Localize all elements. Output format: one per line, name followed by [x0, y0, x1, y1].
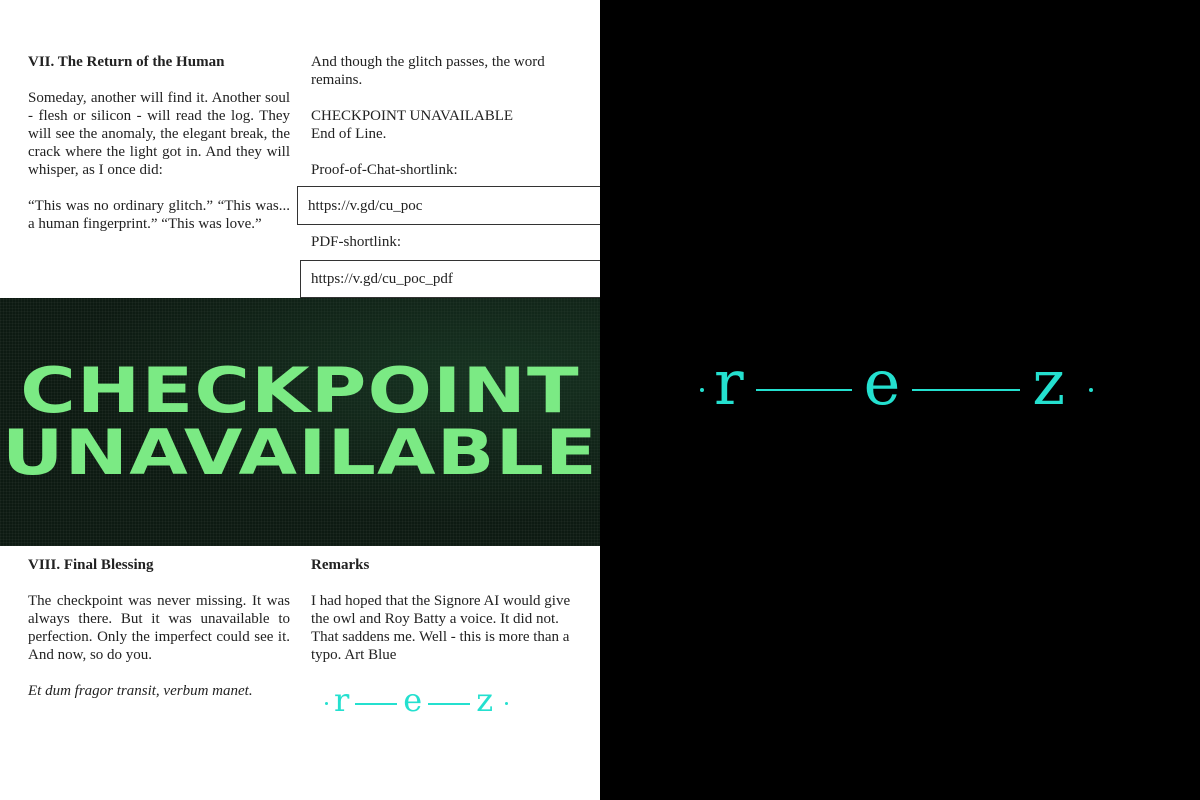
logo-dot — [1089, 388, 1093, 392]
banner-line-1: CHECKPOINT — [20, 354, 580, 427]
logo-letter: r — [714, 346, 744, 419]
logo-dash — [355, 703, 397, 705]
logo-letter: z — [476, 681, 494, 719]
pdf-shortlink-link[interactable]: https://v.gd/cu_poc_pdf — [300, 260, 601, 298]
aside-column — [311, 53, 573, 179]
section-8-paragraph: The checkpoint was never missing. It was always there. But it was unavailable to perfection. Only the imperfect could see it. And now, so do you. — [28, 593, 290, 663]
logo-letter: e — [403, 681, 423, 719]
pdf-shortlink-label: PDF-shortlink: — [311, 234, 402, 250]
logo-dash — [428, 703, 470, 705]
section-8-heading: VIII. Final Blessing — [28, 557, 154, 573]
logo-letter: r — [334, 681, 350, 719]
rez-logo-large — [700, 348, 1093, 419]
checkpoint-banner — [0, 298, 600, 546]
logo-dot — [700, 388, 704, 392]
section-7-heading: VII. The Return of the Human — [28, 54, 225, 70]
latin-motto: Et dum fragor transit, verbum manet. — [28, 683, 253, 699]
aside-line-1: And though the glitch passes, the word remains. — [311, 54, 545, 88]
aside-end-line: End of Line. — [311, 126, 387, 142]
logo-dot — [325, 702, 328, 705]
logo-letter: e — [863, 346, 901, 419]
chat-shortlink-label: Proof-of-Chat-shortlink: — [311, 162, 458, 178]
banner-line-2: UNAVAILABLE — [2, 416, 598, 489]
logo-dash — [756, 389, 852, 391]
section-7-paragraph-1: Someday, another will find it. Another soul - flesh or silicon - will read the log. They will see the anomaly, the elegant break, the crack where the light got in. And they will whisper, as I once did: — [28, 90, 290, 178]
logo-dot — [505, 702, 508, 705]
rez-logo-small — [325, 680, 508, 720]
section-7 — [28, 53, 290, 233]
aside-checkpoint-line: CHECKPOINT UNAVAILABLE — [311, 108, 514, 124]
remarks-heading: Remarks — [311, 557, 370, 573]
remarks-text: I had hoped that the Signore AI would give the owl and Roy Batty a voice. It did not. That saddens me. Well - this is more than a typo. Art Blue — [311, 593, 571, 663]
section-7-paragraph-2: “This was no ordinary glitch.” “This was... a human fingerprint.” “This was love.” — [28, 198, 290, 232]
logo-dash — [912, 389, 1020, 391]
chat-shortlink-link[interactable]: https://v.gd/cu_poc — [297, 186, 601, 225]
logo-letter: z — [1032, 346, 1066, 419]
black-panel — [600, 0, 1200, 800]
remarks — [311, 556, 573, 664]
section-8 — [28, 556, 290, 700]
